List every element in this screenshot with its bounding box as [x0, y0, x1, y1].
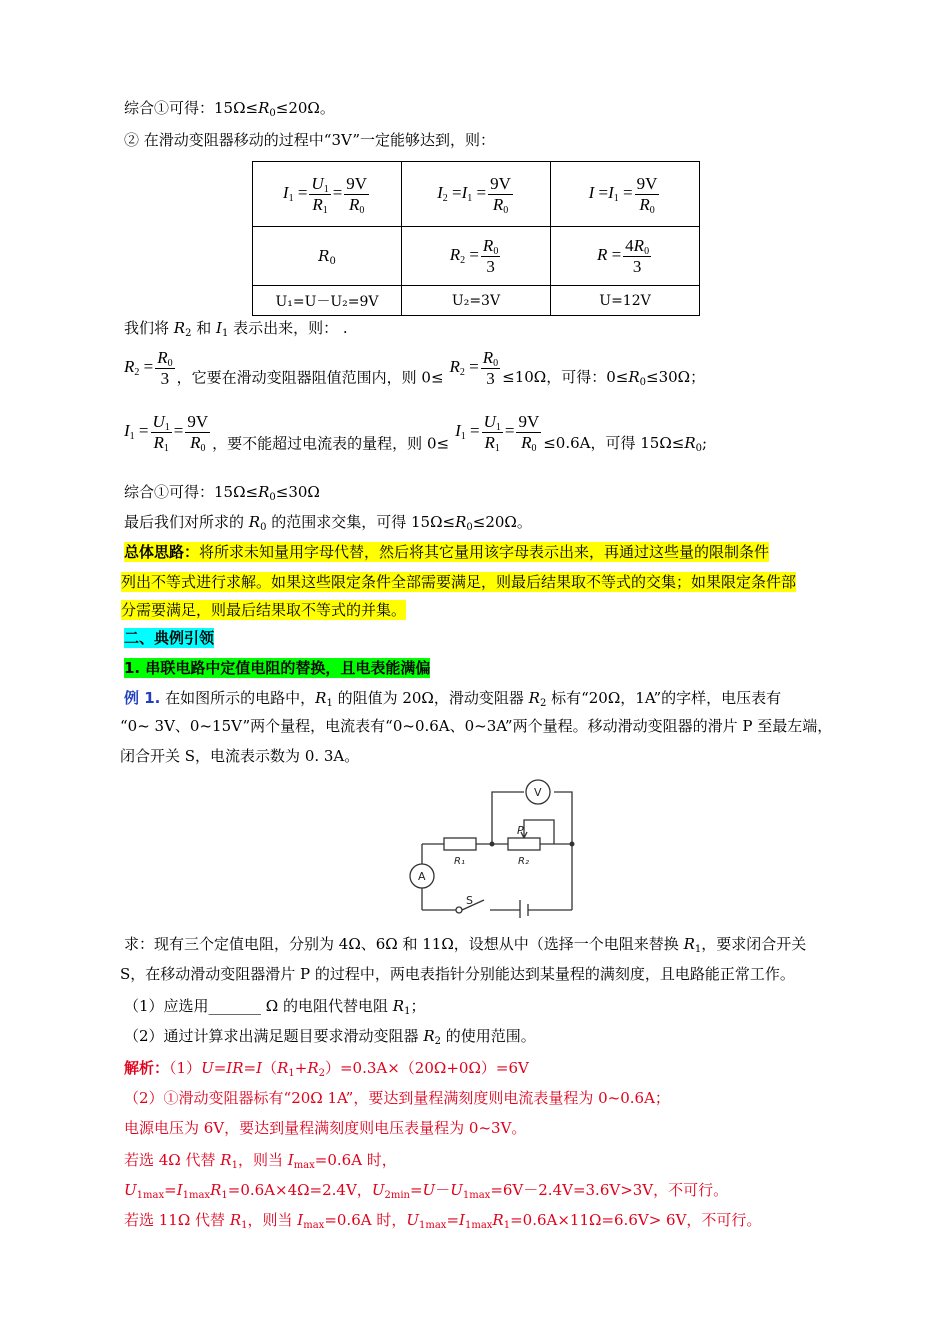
- solution-line: 解析：$(1)U=IR=I(R_1+R_2)=0.3A\times(20\Omega+0\Omega)=6V$: [124, 1059, 529, 1079]
- text-line: ② 在滑动变阻器移动的过程中“3V”一定能够达到，则：: [124, 131, 496, 149]
- r1-label: R₁: [454, 856, 465, 867]
- text-line: 例 1. 在如图所示的电路中，$R_1$ 的阻值为 20Ω，滑动变阻器 $R_2$ 标有“20Ω，1A”的字样，电压表有: [124, 689, 782, 709]
- voltmeter-label: V: [534, 786, 542, 799]
- slider-label: P: [517, 824, 524, 837]
- table-cell: $R_0$: [253, 227, 402, 286]
- text-line: （1）应选用_______ Ω 的电阻代替电阻 $R_1$；: [124, 997, 426, 1017]
- summary-line: 列出不等式进行求解。如果这些限定条件全部需要满足，则最后结果取不等式的交集；如果限定条件部: [121, 573, 797, 591]
- solution-line: （2）①滑动变阻器标有“20Ω 1A”，要达到量程满刻度则电流表量程为 0~0.6A；: [124, 1089, 670, 1107]
- solution-line: $U_{1max}=I_{1max}R_1=0.6A\times 4\Omega=2.4V$，$U_{2min}=U-U_{1max}=6V-2.4V=3.6V>3V$，不可行。: [124, 1181, 729, 1201]
- text-line: S，在移动滑动变阻器滑片 P 的过程中，两电表指针分别能达到某量程的满刻度，且电路能正常工作。: [120, 965, 795, 983]
- switch-label: S: [466, 894, 473, 907]
- text-line: 求：现有三个定值电阻，分别为 4Ω、6Ω 和 11Ω，设想从中（选择一个电阻来替换 $R_1$，要求闭合开关: [124, 935, 807, 955]
- text-line: “0~ 3V、0~15V”两个量程，电流表有“0~0.6A、0~3A”两个量程。移动滑动变阻器的滑片 P 至最左端，: [120, 717, 833, 735]
- equation-table: [252, 161, 700, 316]
- table-cell: $I_2 =I_1$ = $\frac{9V}{R_0}$: [402, 162, 551, 227]
- table-cell: $I =I_1$ = $\frac{9V}{R_0}$: [551, 162, 700, 227]
- text-line: 最后我们对所求的 $R_0$ 的范围求交集，可得 $15\Omega\le R_0\le 20\Omega$。: [124, 513, 532, 533]
- math-line-r2: $R_2$ = $\frac{R_0}{3}$ ，它要在滑动变阻器阻值范围内，则 $0\le R_2$ = $\frac{R_0}{3}$ ≤10Ω，可得：$0\le R_0\le 30\Omega$；: [124, 348, 706, 389]
- table-cell: U₁=U－U₂=9V: [253, 286, 402, 316]
- section-heading: 二、典例引领: [124, 629, 215, 647]
- table-cell: $R_2$ = $\frac{R_0}{3}$: [402, 227, 551, 286]
- ammeter-label: A: [418, 870, 426, 883]
- r2-label: R₂: [518, 856, 529, 867]
- solution-line: 若选 11Ω 代替 $R_1$，则当 $I_{max}=0.6A$ 时，$U_{1max}=I_{1max}R_1=0.6A\times 11\Omega=6.6V> 6V$，不可行。: [124, 1211, 762, 1231]
- summary-line: 分需要满足，则最后结果取不等式的并集。: [121, 601, 407, 619]
- table-cell: U₂=3V: [402, 286, 551, 316]
- solution-line: 电源电压为 6V，要达到量程满刻度则电压表量程为 0~3V。: [124, 1119, 527, 1137]
- text-line: 我们将 $R_2$ 和 $I_1$ 表示出来，则： .: [124, 319, 348, 339]
- text-line: 综合①可得：$15\Omega\le R_0\le 30\Omega$: [124, 483, 320, 503]
- text-line: （2）通过计算求出满足题目要求滑动变阻器 $R_2$ 的使用范围。: [124, 1027, 536, 1047]
- text-line: 综合①可得：$15\Omega\le R_0\le 20\Omega$。: [124, 99, 335, 119]
- summary-line: 总体思路：将所求未知量用字母代替，然后将其它量用该字母表示出来，再通过这些量的限制条件: [124, 543, 770, 561]
- math-line-i1: $I_1$ = $\frac{U_1}{R_1}$ = $\frac{9V}{R_0}$ ，要不能超过电流表的量程，则 $0\le I_1$ = $\frac{U_1}{R_1}$ = $\frac{9V}{R_0}$ ≤0.6A，可得 $15\Omega\le R_0$;: [124, 412, 708, 455]
- circuit-diagram: [404, 776, 584, 918]
- subsection-heading: 1. 串联电路中定值电阻的替换，且电表能满偏: [124, 659, 431, 677]
- table-cell: R = $\frac{4R_0}{3}$: [551, 227, 700, 286]
- table-cell: U=12V: [551, 286, 700, 316]
- table-cell: $I_1$ = $\frac{U_1}{R_1}$ = $\frac{9V}{R_0}$: [253, 162, 402, 227]
- solution-line: 若选 4Ω 代替 $R_1$，则当 $I_{max}=0.6A$ 时，: [124, 1151, 397, 1171]
- text-line: 闭合开关 S，电流表示数为 0. 3A。: [120, 747, 360, 765]
